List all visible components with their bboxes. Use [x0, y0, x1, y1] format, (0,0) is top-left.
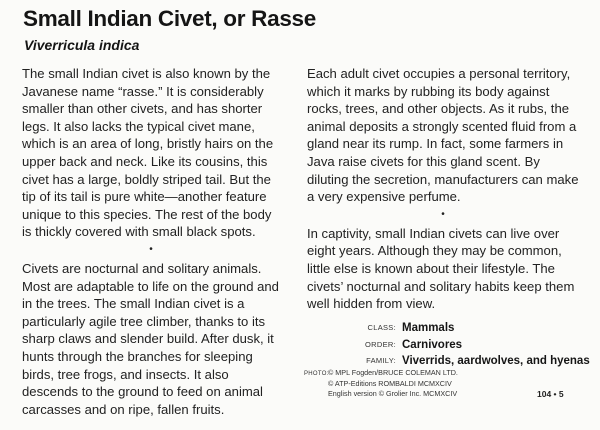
scientific-name: Viverricula indica	[24, 37, 140, 53]
credit-line-2	[304, 379, 458, 388]
photo-label: PHOTO:	[304, 371, 329, 377]
credit-line-3	[304, 389, 458, 398]
order-value: Carnivores	[402, 338, 463, 351]
credit-line-1	[304, 368, 458, 379]
right-paragraph-1: Each adult civet occupies a personal territory, which it marks by rubbing its body against rocks, trees, and other objects. As it rubs, the animal deposits a strongly scented fluid from a gland near its rump. In fact, some farmers in Java raise civets for this gland scent. By diluting the secretion, manufacturers can make a very expensive perfume.	[307, 66, 579, 205]
photo-credits	[304, 368, 458, 398]
right-paragraph-2: In captivity, small Indian civets can live over eight years. Although they may be common, little else is known about their lifestyle. The civets’ nocturnal and solitary habits keep them well hidden from view.	[307, 225, 575, 312]
card-title: Small Indian Civet, or Rasse	[23, 6, 316, 31]
left-paragraph-2: Civets are nocturnal and solitary animals. Most are adaptable to life on the ground and in the trees. The small Indian civet is a particularly agile tree climber, thanks to its sharp claws and slender build. After dusk, it hunts through the branches for sleeping birds, tree frogs, and insects. It also descends to the ground to feed on animal carcasses and on ripe, fallen fruits.	[22, 260, 279, 417]
family-value: Viverrids, aardwolves, and hyenas	[402, 355, 590, 367]
order-row	[346, 337, 590, 354]
card-number: 104 • 5	[537, 389, 564, 399]
credit-text-1: © MPL Fogden/BRUCE COLEMAN LTD.	[328, 368, 458, 377]
class-label: CLASS:	[367, 323, 396, 332]
order-label: ORDER:	[365, 339, 396, 349]
right-bullet-separator: •	[441, 208, 445, 220]
family-label: FAMILY:	[366, 356, 396, 365]
credit-text-2: © ATP-Editions ROMBALDI MCMXCIV	[328, 379, 452, 389]
class-value: Mammals	[402, 322, 455, 334]
credit-text-3: English version © Grolier Inc. MCMXCIV	[328, 388, 458, 398]
left-bullet-separator: •	[149, 243, 153, 255]
right-column	[307, 65, 579, 313]
classification-block	[346, 320, 590, 370]
left-column	[22, 65, 280, 418]
left-paragraph-1: The small Indian civet is also known by the Javanese name “rasse.” It is considerably smaller than other civets, and has shorter legs. It also lacks the typical civet mane, which is an area of long, bristly hairs on the upper back and neck. Like its cousins, this civet has a large, boldly striped tail. But the tip of its tail is pure white—another feature unique to this species. The rest of the body is thickly covered with small black spots.	[22, 66, 274, 240]
class-row	[346, 320, 590, 337]
